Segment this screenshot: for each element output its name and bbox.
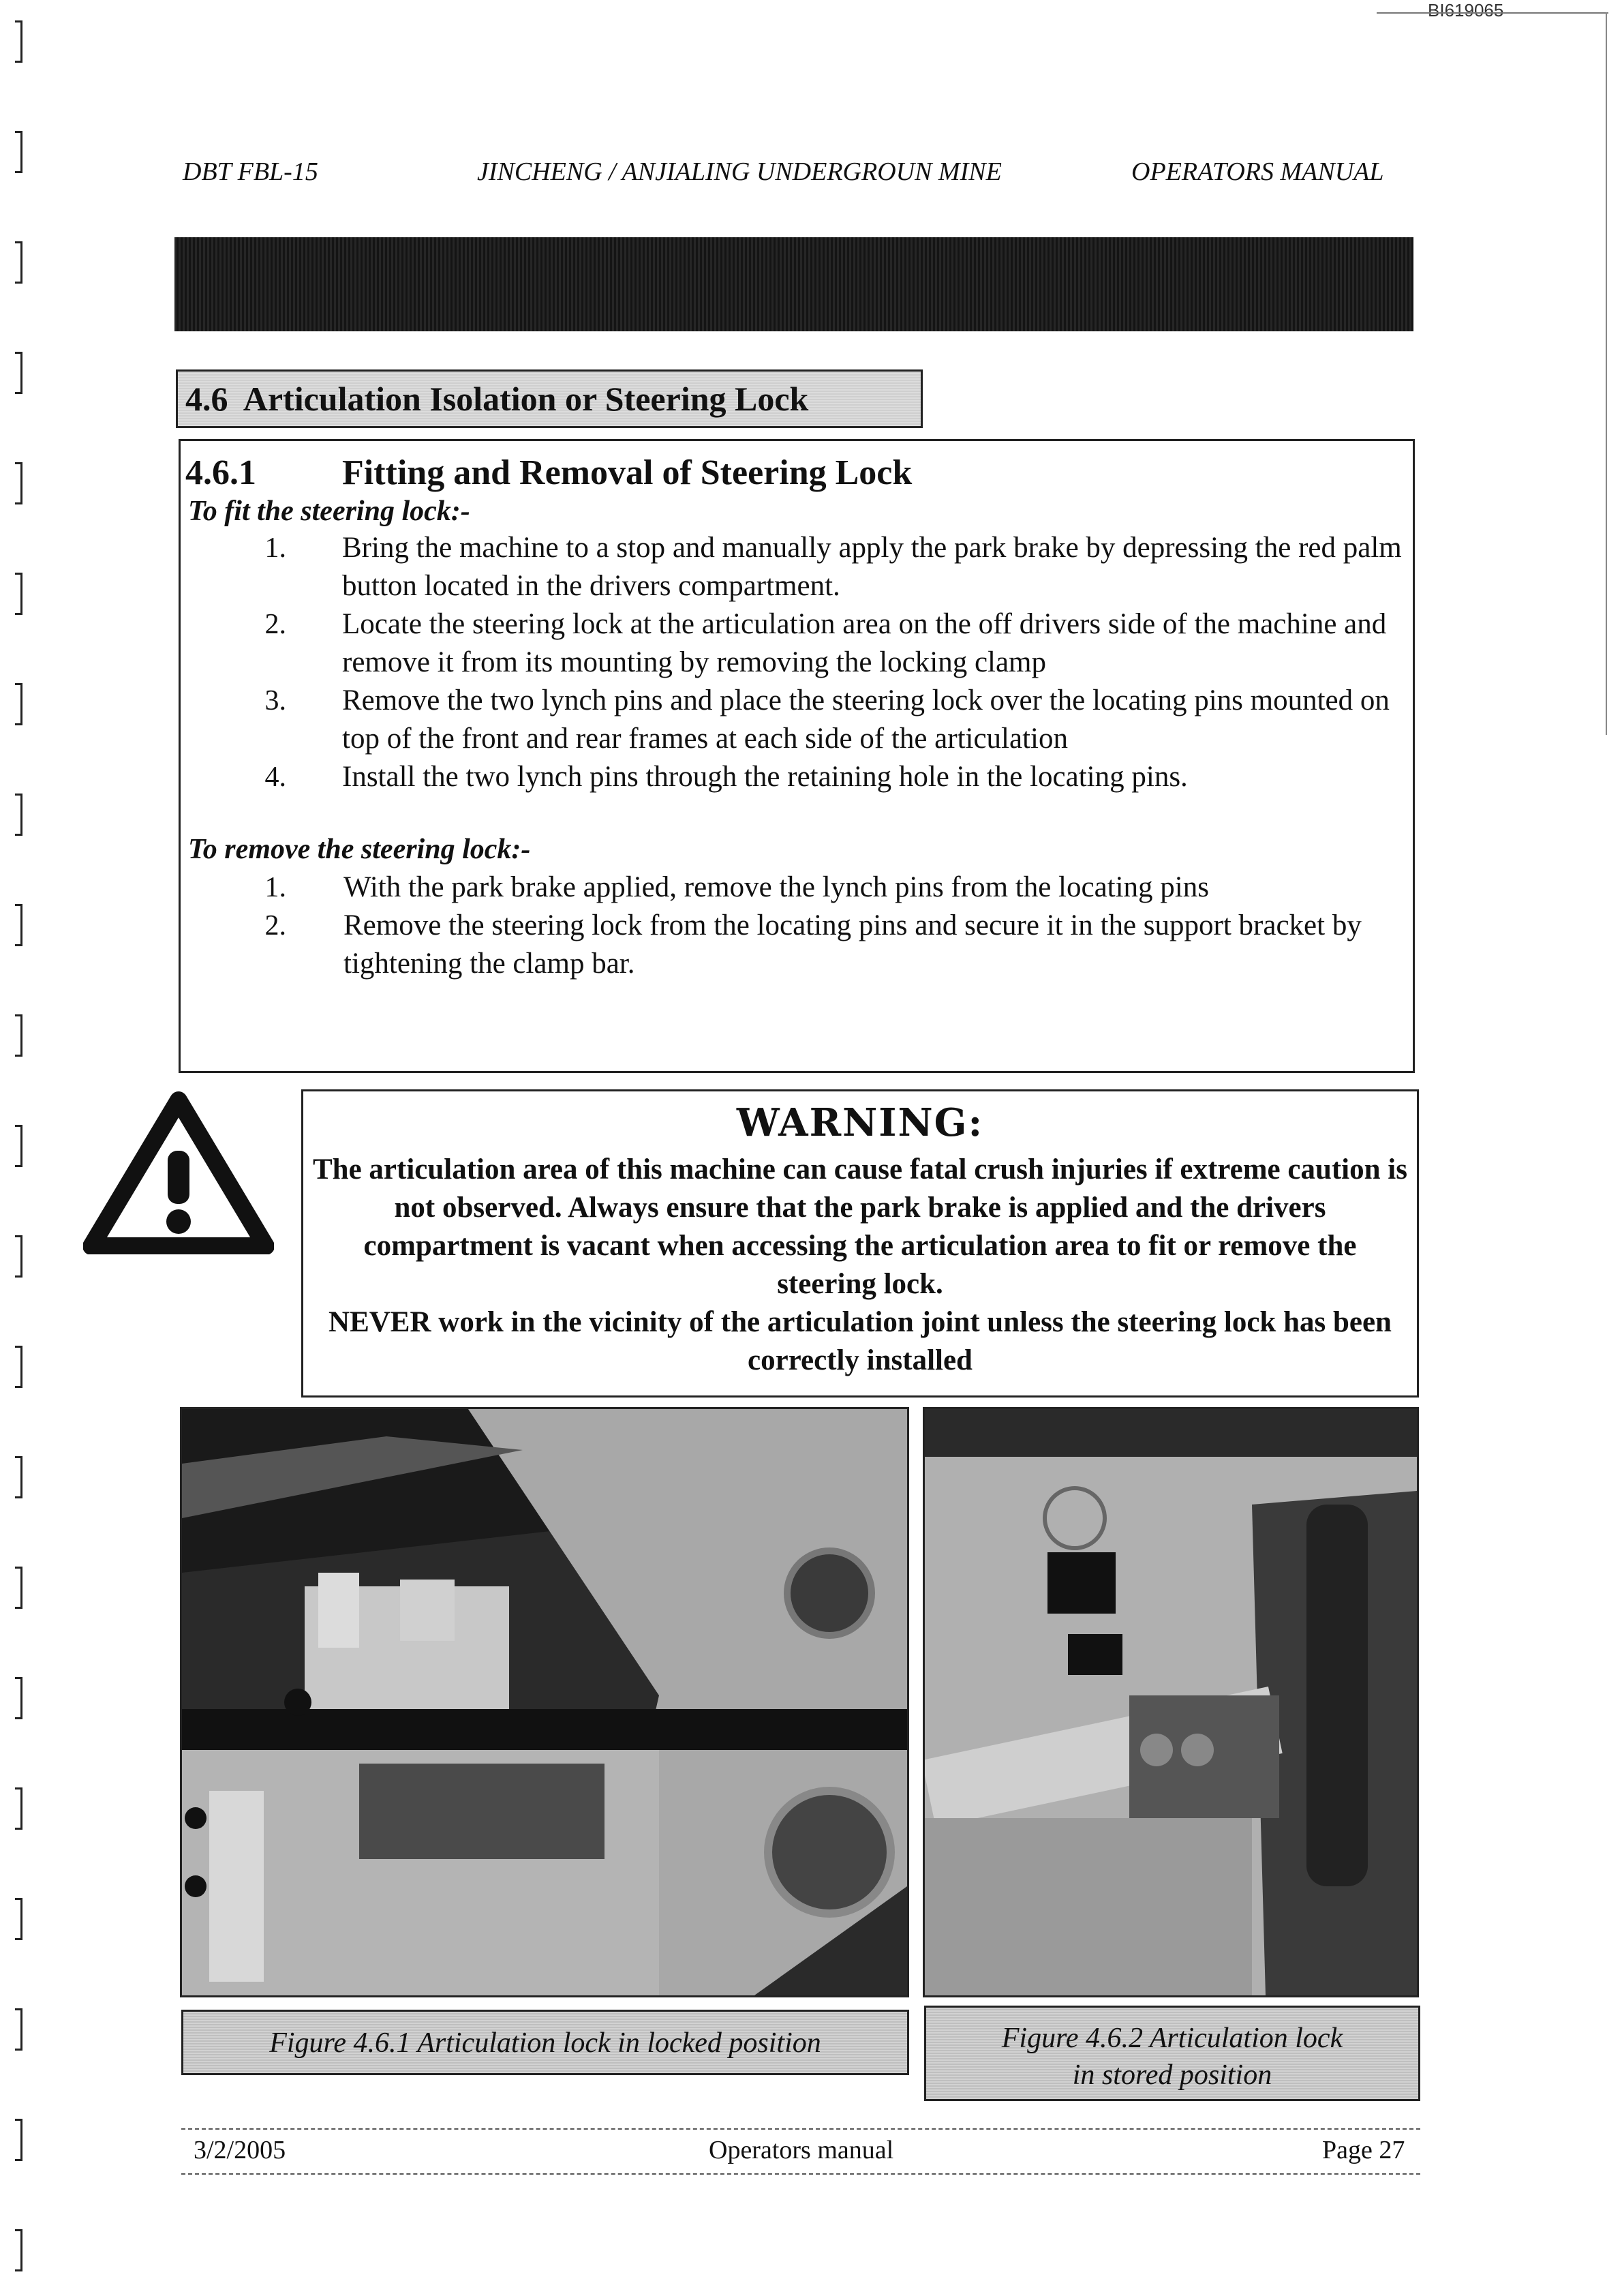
binder-mark	[15, 2119, 22, 2161]
footer-title: Operators manual	[709, 2136, 894, 2164]
document-id-stamp: BI619065	[1428, 0, 1504, 20]
stamp-rule	[1377, 12, 1608, 14]
page-edge-rule	[1606, 12, 1607, 735]
section-heading	[185, 379, 808, 419]
photo-lock-stored	[923, 1407, 1419, 1997]
remove-step-number: 1.	[264, 872, 286, 903]
binder-mark	[15, 131, 22, 173]
fit-step-number: 1.	[264, 532, 286, 564]
binder-mark	[15, 2229, 22, 2271]
warning-title: WARNING:	[736, 1100, 984, 1145]
fit-step-text: Install the two lynch pins through the retaining hole in the locating pins.	[342, 761, 1188, 793]
binder-mark	[15, 462, 22, 504]
chapter-banner	[174, 237, 1413, 331]
binder-mark	[15, 683, 22, 725]
header-model: DBT FBL-15	[183, 157, 318, 186]
remove-step-text: With the park brake applied, remove the lynch pins from the locating pins	[343, 871, 1209, 903]
fit-step-number: 4.	[264, 761, 286, 793]
header-mine-name: JINCHENG / ANJIALING UNDERGROUN MINE	[477, 157, 1002, 186]
section-title: Articulation Isolation or Steering Lock	[243, 380, 809, 418]
photo-lock-locked	[180, 1407, 909, 1997]
subsection-number: 4.6.1	[185, 453, 256, 492]
section-number: 4.6	[185, 380, 228, 418]
binder-mark	[15, 1456, 22, 1498]
fit-step-text: Locate the steering lock at the articulation area on the off drivers side of the machine and remove it from its mounting by removing the locking clamp	[342, 608, 1387, 678]
binder-mark	[15, 1014, 22, 1057]
warning-body-1: The articulation area of this machine can cause fatal crush injuries if extreme caution is not observed. Always ensure that the park brake is applied and the drivers compartment is vacant when accessing the articulation area to fit or remove the steering lock.	[313, 1153, 1407, 1300]
footer-rule-bottom	[181, 2173, 1420, 2175]
footer-date: 3/2/2005	[194, 2136, 286, 2164]
remove-step-text: Remove the steering lock from the locating pins and secure it in the support bracket by tightening the clamp bar.	[343, 909, 1362, 980]
figure-caption	[924, 2006, 1420, 2101]
binder-mark	[15, 1346, 22, 1388]
binder-mark	[15, 1677, 22, 1719]
figure-caption-line: in stored position	[1072, 2059, 1272, 2091]
binder-mark	[15, 1898, 22, 1940]
footer-rule-top	[181, 2128, 1420, 2130]
binder-mark	[15, 352, 22, 394]
binder-mark	[15, 1235, 22, 1278]
subsection-title: Fitting and Removal of Steering Lock	[342, 453, 913, 492]
figure-caption-line: Figure 4.6.2 Articulation lock	[1001, 2023, 1343, 2054]
fit-step-text: Remove the two lynch pins and place the steering lock over the locating pins mounted on top of the front and rear frames at each side of the articulation	[342, 684, 1390, 755]
remove-heading: To remove the steering lock:-	[188, 834, 531, 865]
fit-step-number: 3.	[264, 685, 286, 716]
binder-mark	[15, 794, 22, 836]
binder-mark	[15, 904, 22, 946]
remove-step-number: 2.	[264, 910, 286, 941]
subsection-heading	[185, 453, 912, 493]
binder-mark	[15, 1125, 22, 1167]
figure-caption: Figure 4.6.1 Articulation lock in locked position	[181, 2010, 909, 2075]
page-number: Page 27	[1322, 2136, 1405, 2164]
warning-body-2: NEVER work in the vicinity of the articulation joint unless the steering lock has been correctly installed	[328, 1306, 1392, 1376]
binder-mark	[15, 1787, 22, 1830]
header-manual-title: OPERATORS MANUAL	[1131, 157, 1384, 186]
binder-mark	[15, 573, 22, 615]
fit-step-number: 2.	[264, 609, 286, 640]
warning-triangle-icon	[83, 1091, 274, 1254]
binder-mark	[15, 1567, 22, 1609]
warning-text	[311, 1151, 1409, 1380]
binder-holes	[15, 7, 29, 2284]
fit-step-text: Bring the machine to a stop and manually apply the park brake by depressing the red palm button located in the drivers compartment.	[342, 532, 1402, 602]
binder-mark	[15, 20, 22, 63]
fit-heading: To fit the steering lock:-	[188, 496, 470, 527]
binder-mark	[15, 2008, 22, 2051]
binder-mark	[15, 241, 22, 284]
